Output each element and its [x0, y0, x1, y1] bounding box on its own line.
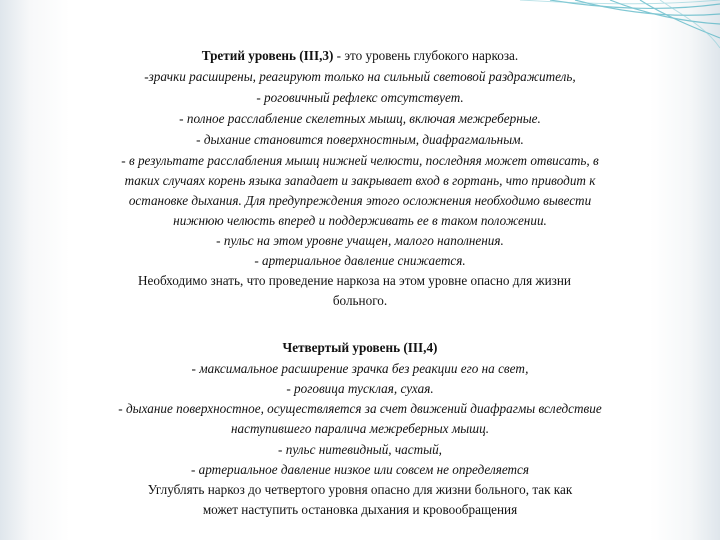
- section3-heading-bold: Третий уровень (III,3): [201, 48, 334, 63]
- section3-line: - полное расслабление скелетных мышц, включая межреберные.: [179, 111, 541, 126]
- section3-warning: Необходимо знать, что проведение наркоза на этом уровне опасно для жизни: [138, 273, 571, 288]
- section4-line: наступившего паралича межреберных мышц.: [230, 421, 490, 436]
- section4-line: - максимальное расширение зрачка без реакции его на свет,: [191, 361, 529, 376]
- section4-line: - дыхание поверхностное, осуществляется за счет движений диафрагмы вследствие: [118, 401, 602, 416]
- section3-warning: больного.: [332, 293, 388, 308]
- section4-warning: Углублять наркоз до четвертого уровня опасно для жизни больного, так как: [147, 482, 573, 497]
- section3-line: таких случаях корень языка западает и закрывает вход в гортань, что приводит к: [124, 173, 596, 188]
- section3-heading-rest: - это уровень глубокого наркоза.: [333, 48, 519, 63]
- section3-line: - пульс на этом уровне учащен, малого наполнения.: [216, 233, 504, 248]
- section4-line: - артериальное давление низкое или совсем не определяется: [190, 462, 530, 477]
- section3-line: - дыхание становится поверхностным, диафрагмальным.: [196, 132, 524, 147]
- section4-warning: может наступить остановка дыхания и кровообращения: [202, 502, 518, 517]
- section3-line: остановке дыхания. Для предупреждения этого осложнения необходимо вывести: [128, 193, 592, 208]
- section4-line: - роговица тусклая, сухая.: [286, 381, 434, 396]
- section3-heading: [0, 47, 720, 65]
- section3-line: нижнюю челюсть вперед и поддерживать ее в таком положении.: [173, 213, 547, 228]
- section4-line: - пульс нитевидный, частый,: [278, 442, 442, 457]
- section3-line: - роговичный рефлекс отсутствует.: [256, 90, 464, 105]
- section3-line: - в результате расслабления мышц нижней челюсти, последняя может отвисать, в: [121, 153, 599, 168]
- section3-line: - артериальное давление снижается.: [254, 253, 466, 268]
- section4-heading: Четвертый уровень (III,4): [282, 340, 438, 355]
- section3-line: -зрачки расширены, реагируют только на сильный световой раздражитель,: [144, 69, 576, 84]
